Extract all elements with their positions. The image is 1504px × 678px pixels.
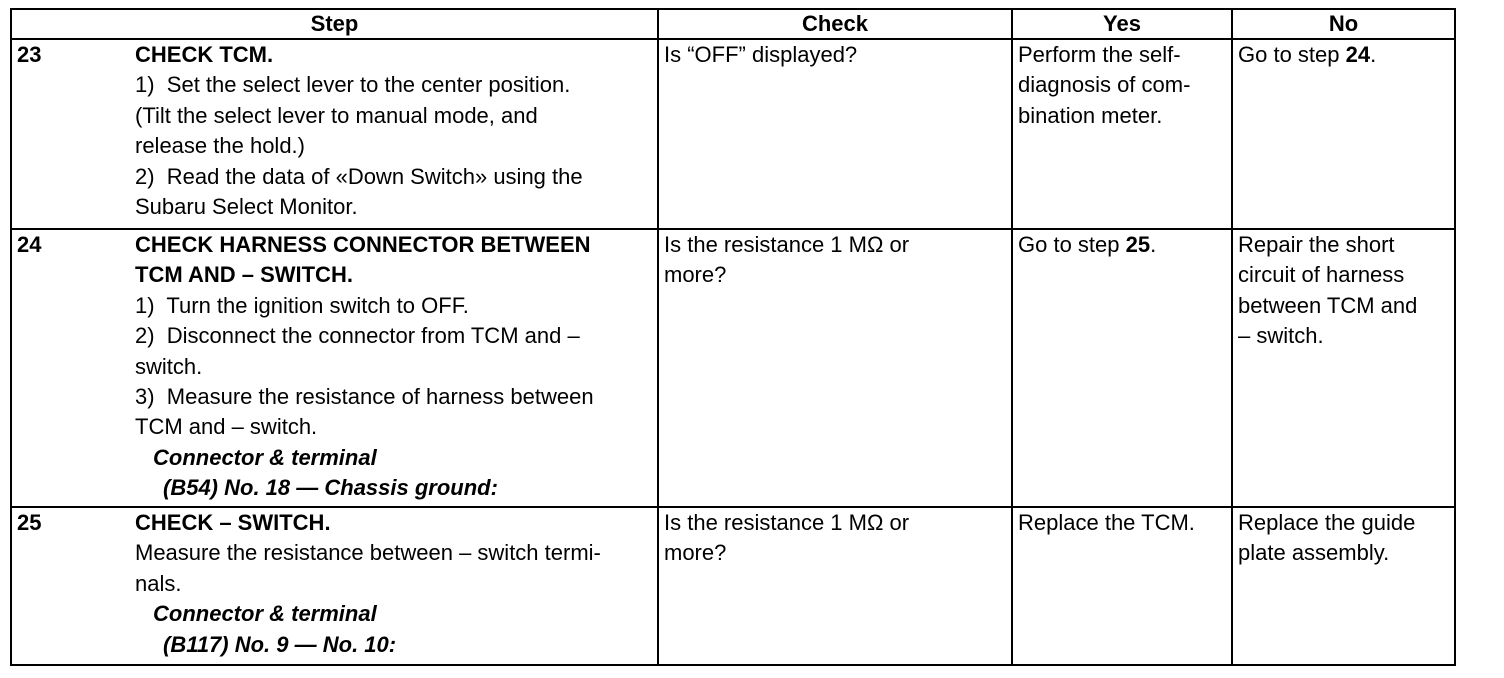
step-cell: [11, 507, 658, 665]
header-check: Check: [658, 9, 1012, 39]
step-line: 1) Set the select lever to the center position.: [135, 72, 571, 98]
yes-step-ref: 25: [1125, 232, 1151, 257]
table-row: [11, 229, 1455, 507]
connector-label: Connector & terminal: [153, 601, 377, 627]
step-title: TCM AND – SWITCH.: [135, 262, 353, 288]
yes-line: diagnosis of com-: [1018, 72, 1191, 98]
yes-line: bination meter.: [1018, 102, 1163, 128]
yes-line: Perform the self-: [1018, 42, 1181, 67]
step-cell: [11, 229, 658, 507]
step-line: (Tilt the select lever to manual mode, and: [135, 102, 538, 128]
diagnostic-table: [10, 8, 1456, 666]
step-number: 23: [17, 42, 42, 67]
connector-label: Connector & terminal: [153, 444, 377, 470]
yes-line: Replace the TCM.: [1018, 510, 1195, 535]
check-cell: [658, 39, 1012, 229]
no-line: plate assembly.: [1238, 540, 1390, 566]
check-line: Is the resistance 1 MΩ or: [664, 232, 910, 257]
no-suffix: .: [1370, 42, 1377, 67]
no-line: between TCM and: [1238, 292, 1418, 318]
no-line: – switch.: [1238, 323, 1324, 349]
no-cell: [1232, 229, 1455, 507]
yes-cell: [1012, 507, 1232, 665]
check-line: more?: [664, 262, 727, 288]
step-title: CHECK – SWITCH.: [135, 510, 331, 535]
step-title: CHECK HARNESS CONNECTOR BETWEEN: [135, 232, 591, 257]
check-cell: [658, 229, 1012, 507]
step-line: Measure the resistance between – switch termi-: [135, 540, 601, 566]
step-line: 2) Read the data of «Down Switch» using the: [135, 163, 583, 189]
no-line: Replace the guide: [1238, 510, 1416, 535]
check-cell: [658, 507, 1012, 665]
step-line: nals.: [135, 570, 182, 596]
check-line: Is the resistance 1 MΩ or: [664, 510, 910, 535]
no-cell: [1232, 507, 1455, 665]
step-title: CHECK TCM.: [135, 42, 274, 67]
no-step-ref: 24: [1345, 42, 1371, 67]
check-line: more?: [664, 540, 727, 566]
step-cell: [11, 39, 658, 229]
no-line: circuit of harness: [1238, 262, 1405, 288]
header-step: Step: [11, 9, 658, 39]
step-number: 25: [17, 510, 42, 535]
check-line: Is “OFF” displayed?: [664, 42, 858, 67]
header-row: [11, 9, 1455, 39]
yes-suffix: .: [1150, 232, 1157, 257]
header-no: No: [1232, 9, 1455, 39]
step-line: TCM and – switch.: [135, 414, 318, 440]
yes-text: Go to step: [1018, 232, 1126, 257]
connector-value: (B117) No. 9 — No. 10:: [163, 631, 397, 657]
step-line: Subaru Select Monitor.: [135, 194, 358, 220]
step-line: 1) Turn the ignition switch to OFF.: [135, 292, 469, 318]
step-line: switch.: [135, 353, 203, 379]
step-line: release the hold.): [135, 133, 305, 159]
connector-value: (B54) No. 18 — Chassis ground:: [163, 475, 498, 501]
no-text: Go to step: [1238, 42, 1346, 67]
step-line: 2) Disconnect the connector from TCM and –: [135, 323, 580, 349]
no-line: Repair the short: [1238, 232, 1395, 257]
yes-cell: [1012, 39, 1232, 229]
table-row: [11, 39, 1455, 229]
step-line: 3) Measure the resistance of harness between: [135, 384, 594, 410]
yes-cell: [1012, 229, 1232, 507]
no-cell: [1232, 39, 1455, 229]
table-row: [11, 507, 1455, 665]
step-number: 24: [17, 232, 42, 257]
header-yes: Yes: [1012, 9, 1232, 39]
